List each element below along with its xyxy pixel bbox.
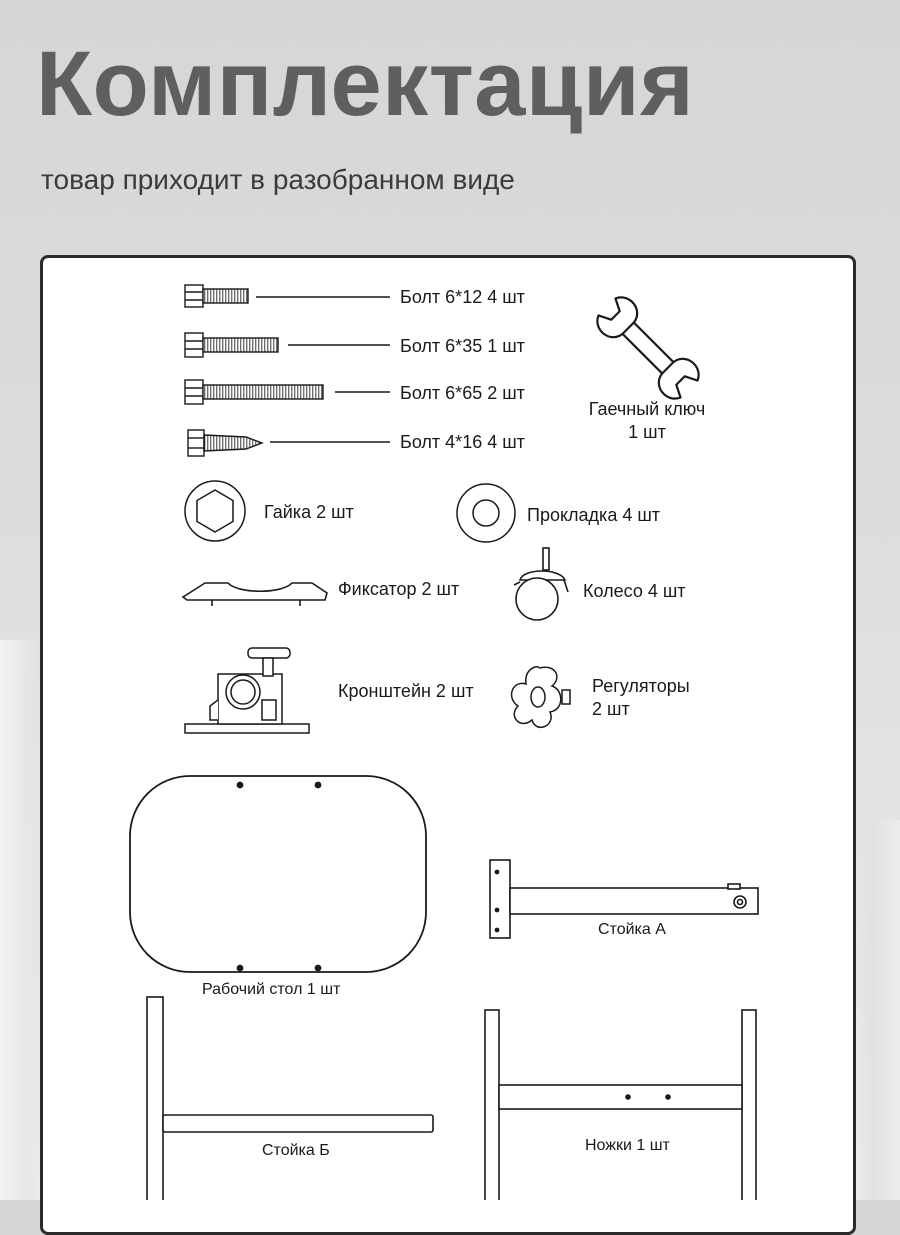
label-post-a: Стойка А [598,921,666,938]
label-desk: Рабочий стол 1 шт [202,981,341,998]
label-wrench-line2: 1 шт [628,421,666,442]
label-nut: Гайка 2 шт [264,502,354,522]
desk-top-icon [130,776,426,972]
post-b-icon [147,997,433,1200]
bolt-4x16-icon [188,430,262,456]
label-clamp: Фиксатор 2 шт [338,579,460,599]
bracket-icon [185,648,309,733]
label-bolt-6x12: Болт 6*12 4 шт [400,287,525,307]
page-title: Комплектация [36,33,695,135]
nut-icon [185,481,245,541]
wheel-icon [514,548,568,620]
wrench-icon [592,292,704,404]
clamp-icon [183,583,327,606]
label-wrench-line1: Гаечный ключ [588,399,706,419]
label-post-b: Стойка Б [262,1142,330,1159]
washer-icon [457,484,515,542]
label-regulators-line2: 2 шт [592,698,630,719]
page-subtitle: товар приходит в разобранном виде [41,164,515,195]
label-bracket: Кронштейн 2 шт [338,681,474,701]
regulator-icon [512,667,570,728]
label-regulators-line1: Регуляторы [592,676,690,696]
legs-icon [485,1010,756,1200]
label-legs: Ножки 1 шт [585,1137,670,1154]
label-wheel: Колесо 4 шт [583,581,686,601]
label-regulators [592,675,690,720]
bolt-6x35-icon [185,333,278,357]
bolt-6x65-icon [185,380,323,404]
label-wrench [572,398,722,443]
label-bolt-6x35: Болт 6*35 1 шт [400,336,525,356]
label-bolt-6x65: Болт 6*65 2 шт [400,383,525,403]
label-washer: Прокладка 4 шт [527,505,661,525]
label-bolt-4x16: Болт 4*16 4 шт [400,432,525,452]
bolt-6x12-icon [185,285,248,307]
